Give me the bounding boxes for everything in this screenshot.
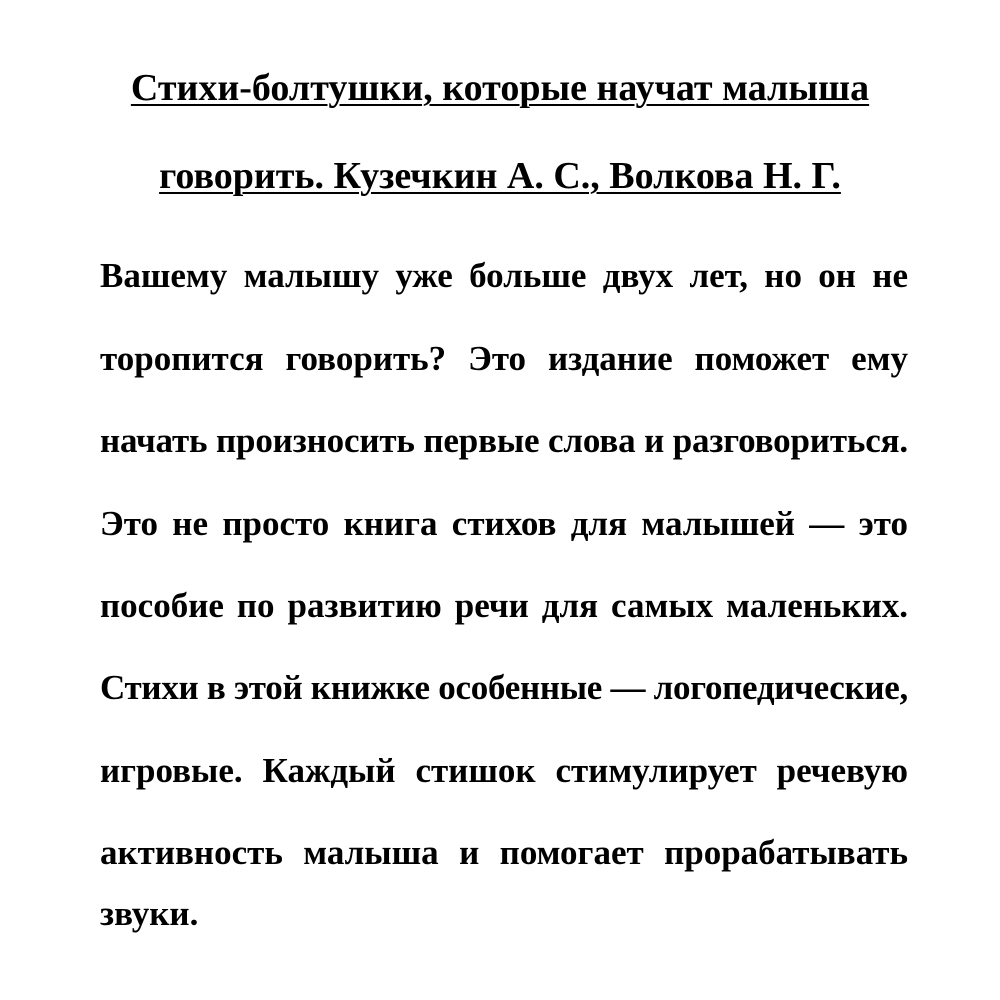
body-text-line: звуки.: [100, 894, 199, 933]
document-title-text-2: говорить. Кузечкин А. С., Волкова Н. Г.: [159, 155, 841, 197]
body-text-line: торопится говорить? Это издание поможет ему: [100, 339, 908, 378]
body-text-line: начать произносить первые слова и разговориться.: [100, 421, 908, 460]
body-text-line: Это не просто книга стихов для малышей — это: [100, 504, 908, 543]
body-text-line: активность малыша и помогает прорабатывать: [100, 833, 908, 872]
document-title-text-1: Стихи-болтушки, которые научат малыша: [130, 67, 870, 109]
body-text-line: Стихи в этой книжке особенные — логопедические,: [100, 668, 908, 707]
document-title-line-1: [60, 66, 940, 110]
body-text-line: пособие по развитию речи для самых маленьких.: [100, 586, 908, 625]
document-title-line-2: [60, 154, 940, 198]
body-text-line: игровые. Каждый стишок стимулирует речевую: [100, 751, 908, 790]
body-text-line: Вашему малышу уже больше двух лет, но он не: [100, 256, 908, 295]
